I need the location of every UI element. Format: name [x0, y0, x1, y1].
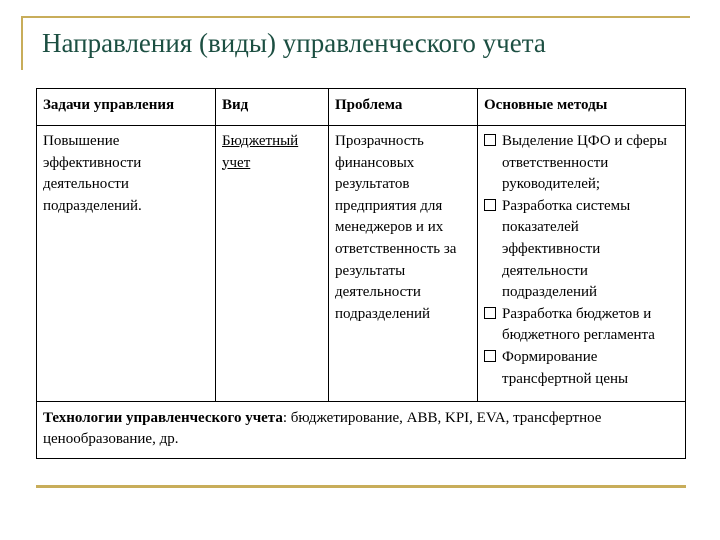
footer-row: [37, 402, 686, 459]
checkbox-bullet-icon: [484, 199, 496, 211]
cell-methods: [478, 126, 686, 402]
method-item: Разработка системы показателей эффективности деятельности подразделений: [484, 196, 679, 304]
header-tasks: Задачи управления: [37, 89, 216, 126]
technologies-text: : бюджетирование, ABB, KPI, EVA, трансфертное ценообразование, др.: [43, 410, 602, 447]
cell-problem: Прозрачность финансовых результатов предприятия для менеджеров и их ответственность за результаты деятельности подразделений: [329, 126, 478, 402]
bottom-rule: [36, 485, 686, 488]
left-rule: [21, 16, 23, 70]
cell-task: Повышение эффективности деятельности подразделений.: [37, 126, 216, 402]
directions-table: [36, 88, 686, 459]
method-item: Выделение ЦФО и сферы ответственности руководителей;: [484, 131, 679, 196]
technologies-cell: [37, 402, 686, 459]
checkbox-bullet-icon: [484, 134, 496, 146]
method-item: Разработка бюджетов и бюджетного регламента: [484, 304, 679, 347]
table-row: [37, 126, 686, 402]
checkbox-bullet-icon: [484, 307, 496, 319]
method-item: Формирование трансфертной цены: [484, 347, 679, 390]
header-type: Вид: [216, 89, 329, 126]
header-problem: Проблема: [329, 89, 478, 126]
technologies-label: Технологии управленческого учета: [43, 410, 283, 426]
header-methods: Основные методы: [478, 89, 686, 126]
slide-title: Направления (виды) управленческого учета: [42, 28, 546, 58]
checkbox-bullet-icon: [484, 350, 496, 362]
cell-type: [216, 126, 329, 402]
header-row: [37, 89, 686, 126]
type-link[interactable]: Бюджетный учет: [222, 133, 299, 171]
top-rule: [22, 16, 690, 18]
